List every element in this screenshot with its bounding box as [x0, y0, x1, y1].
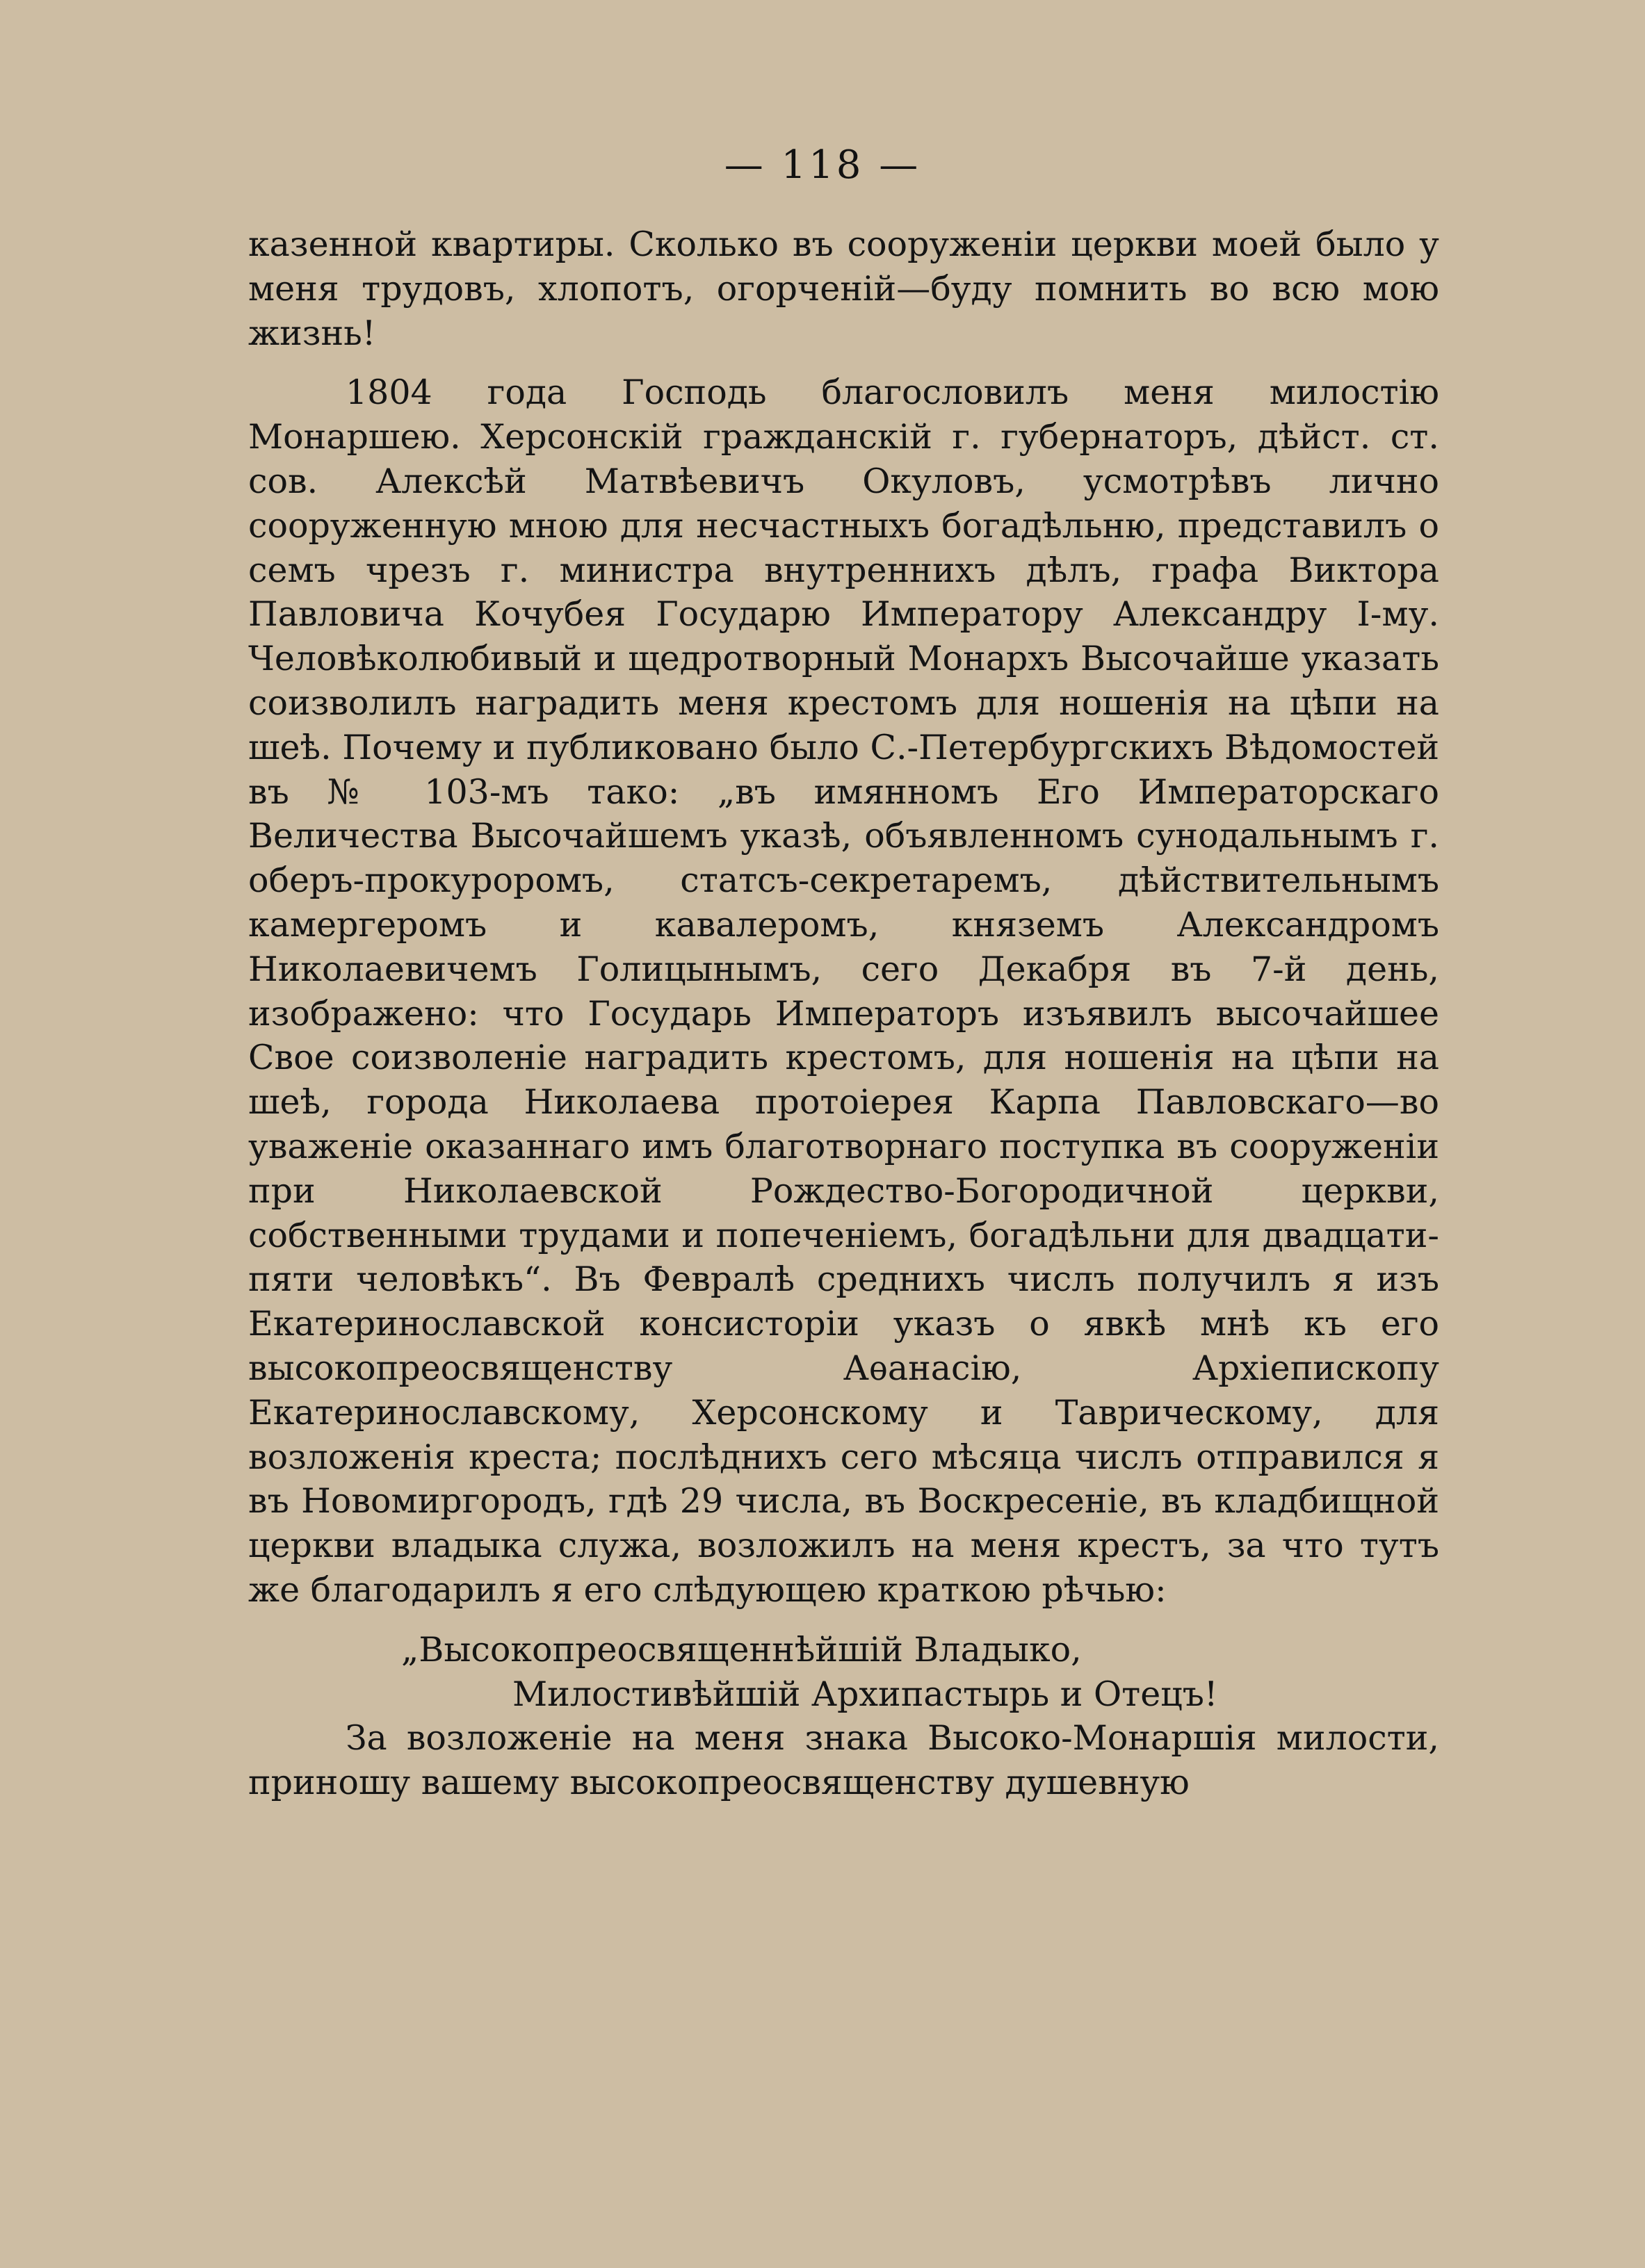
paragraph-continuation: казенной квартиры. Сколько въ сооруженіи церкви моей было у меня трудовъ, хлопотъ, огорченій—буду помнить во всю мою жизнь!	[248, 225, 1439, 353]
paragraph-speech: За возложеніе на меня знака Высоко-Монаршія милости, приношу вашему высокопреосвященству душевную	[248, 1718, 1439, 1803]
paragraph-main: 1804 года Господь благословилъ меня милостію Монаршею. Херсонскій гражданскій г. губернаторъ, дѣйст. ст. сов. Алексѣй Матвѣевичъ Окуловъ, усмотрѣвъ лично сооруженную мною для несчастныхъ богадѣльню, представилъ о семъ чрезъ г. министра внутреннихъ дѣлъ, графа Виктора Павловича Кочубея Государю Императору Александру I-му. Человѣколюбивый и щедротворный Монархъ Высочайше указать соизволилъ наградить меня крестомъ для ношенія на цѣпи на шеѣ. Почему и публиковано было С.-Петербургскихъ Вѣдомостей въ № 103-мъ тако: „въ имянномъ Его Императорскаго Величества Высочайшемъ указѣ, объявленномъ сунодальнымъ г. оберъ-прокуроромъ, статсъ-секретаремъ, дѣйствительнымъ камергеромъ и кавалеромъ, княземъ Александромъ Николаевичемъ Голицынымъ, сего Декабря въ 7-й день, изображено: что Государь Императоръ изъявилъ высочайшее Свое соизволеніе наградить крестомъ, для ношенія на цѣпи на шеѣ, города Николаева протоіерея Карпа Павловскаго—во уваженіе оказаннаго имъ благотворнаго поступка въ сооруженіи при Николаевской Рождество-Богородичной церкви, собственными трудами и попеченіемъ, богадѣльни для двадцати-пяти человѣкъ“. Въ Февралѣ среднихъ числъ получилъ я изъ Екатеринославской консисторіи указъ о явкѣ мнѣ къ его высокопреосвященству Аѳанасію, Архіепископу Екатеринославскому, Херсонскому и Таврическому, для возложенія креста; послѣднихъ сего мѣсяца числъ отправился я въ Новомиргородъ, гдѣ 29 числа, въ Воскресеніе, въ кладбищной церкви владыка служа, возложилъ на меня крестъ, за что тутъ же благодарилъ я его слѣдующею краткою рѣчью:	[248, 373, 1439, 1610]
salutation-line-2: Милостивѣйшій Архипастырь и Отецъ!	[512, 1674, 1218, 1714]
page-body	[248, 222, 1439, 1805]
address-salutation	[248, 1628, 1439, 1717]
page-number: — 118 —	[724, 142, 921, 188]
salutation-line-1: „Высокопреосвященнѣйшій Владыко,	[401, 1629, 1082, 1670]
